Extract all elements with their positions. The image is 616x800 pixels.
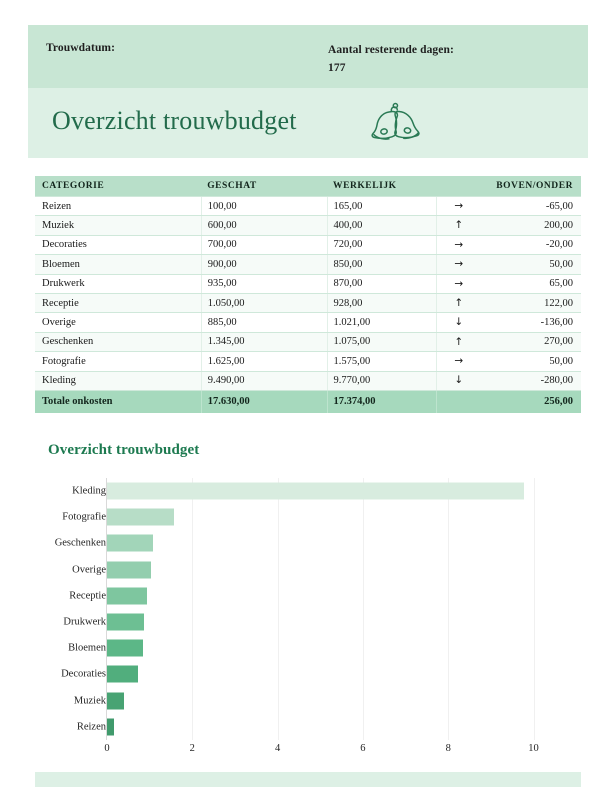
total-label: Totale onkosten [35,390,201,413]
chart-bar-row [0,583,616,609]
cell-actual: 1.075,00 [327,332,436,351]
days-remaining-label: Aantal resterende dagen: [328,44,454,56]
chart-bar-fill [107,640,143,657]
chart-x-tick-label: 2 [189,743,195,754]
title-band [28,88,588,158]
cell-category: Fotografie [35,352,201,371]
chart-bar[interactable] [107,509,174,526]
total-estimated: 17.630,00 [201,390,327,413]
chart-bars [0,478,616,740]
chart-category-label: Muziek [73,695,106,707]
total-trend [436,390,480,413]
trend-arrow-icon: → [436,197,480,216]
cell-actual: 720,00 [327,235,436,254]
chart-category-label: Geschenken [54,537,106,549]
chart-bar[interactable] [107,535,153,552]
cell-category: Geschenken [35,332,201,351]
chart-x-axis [0,741,616,761]
total-row [35,390,581,413]
table-body [35,197,581,391]
column-header-estimated[interactable]: GESCHAT [201,176,327,197]
chart-category-label: Kleding [72,485,106,497]
table-row[interactable] [35,274,581,293]
cell-actual: 165,00 [327,197,436,216]
table-row[interactable] [35,197,581,216]
cell-category: Receptie [35,293,201,312]
table-row[interactable] [35,371,581,390]
column-header-actual[interactable]: WERKELIJK [327,176,436,197]
cell-estimated: 700,00 [201,235,327,254]
cell-category: Decoraties [35,235,201,254]
chart-bar[interactable] [107,718,114,735]
cell-estimated: 1.345,00 [201,332,327,351]
chart-bar-row [0,557,616,583]
cell-estimated: 935,00 [201,274,327,293]
trend-arrow-icon: ↑ [436,216,480,235]
trend-arrow-icon: → [436,235,480,254]
chart-category-label: Fotografie [62,511,106,523]
cell-category: Reizen [35,197,201,216]
cell-actual: 850,00 [327,255,436,274]
cell-category: Bloemen [35,255,201,274]
table-row[interactable] [35,235,581,254]
table-row[interactable] [35,352,581,371]
cell-over-under: 270,00 [481,332,581,351]
trend-arrow-icon: → [436,255,480,274]
cell-over-under: -20,00 [481,235,581,254]
chart-category-label: Bloemen [68,642,106,654]
trend-arrow-icon: → [436,352,480,371]
chart-bar-fill [107,666,138,683]
chart-bar-fill [107,614,144,631]
chart-bar[interactable] [107,614,144,631]
chart-bar-fill [107,483,524,500]
chart-x-tick-label: 0 [104,743,110,754]
days-remaining-field[interactable] [328,42,454,77]
cell-over-under: 200,00 [481,216,581,235]
chart-bar-row [0,714,616,740]
table-row[interactable] [35,293,581,312]
cell-over-under: 122,00 [481,293,581,312]
cell-over-under: 50,00 [481,352,581,371]
total-over-under: 256,00 [481,390,581,413]
chart-bar-fill [107,561,151,578]
cell-category: Overige [35,313,201,332]
cell-over-under: -65,00 [481,197,581,216]
budget-table [35,176,581,413]
chart-bar-fill [107,692,124,709]
chart-x-tick-label: 4 [274,743,281,754]
trend-arrow-icon: → [436,274,480,293]
cell-over-under: 50,00 [481,255,581,274]
chart-x-tick-label: 10 [528,743,539,754]
cell-estimated: 900,00 [201,255,327,274]
cell-estimated: 885,00 [201,313,327,332]
chart-category-label: Decoraties [61,668,106,680]
table-row[interactable] [35,216,581,235]
trend-arrow-icon: ↓ [436,371,480,390]
cell-over-under: -280,00 [481,371,581,390]
cell-category: Muziek [35,216,201,235]
chart-title: Overzicht trouwbudget [48,442,200,458]
cell-over-under: 65,00 [481,274,581,293]
cell-actual: 1.575,00 [327,352,436,371]
column-header-category[interactable]: CATEGORIE [35,176,201,197]
chart-category-label: Reizen [76,721,106,733]
cell-estimated: 1.050,00 [201,293,327,312]
column-header-trend[interactable] [436,176,480,197]
wedding-date-field[interactable] [46,42,115,54]
trend-arrow-icon: ↓ [436,313,480,332]
header-band [28,25,588,88]
table-row[interactable] [35,255,581,274]
chart-bar-row [0,661,616,687]
column-header-over-under[interactable]: BOVEN/ONDER [481,176,581,197]
chart-bar-fill [107,509,174,526]
chart-bar[interactable] [107,483,524,500]
chart-bar[interactable] [107,666,138,683]
chart-x-tick-label: 8 [445,743,451,754]
cell-estimated: 600,00 [201,216,327,235]
chart-bar-fill [107,587,147,604]
chart-category-label: Overige [72,564,106,576]
chart-category-label: Receptie [69,590,106,602]
footer-band [35,772,581,787]
cell-actual: 9.770,00 [327,371,436,390]
chart-bar[interactable] [107,587,147,604]
cell-category: Drukwerk [35,274,201,293]
chart-bar-row [0,530,616,556]
cell-over-under: -136,00 [481,313,581,332]
budget-bar-chart [0,478,616,760]
table-row[interactable] [35,313,581,332]
chart-bar-row [0,609,616,635]
trend-arrow-icon: ↑ [436,332,480,351]
cell-actual: 870,00 [327,274,436,293]
chart-bar[interactable] [107,692,124,709]
wedding-bells-icon [366,100,426,146]
chart-bar-fill [107,718,114,735]
chart-bar-fill [107,535,153,552]
table-header-row [35,176,581,197]
chart-bar-row [0,688,616,714]
cell-actual: 1.021,00 [327,313,436,332]
table-footer [35,390,581,413]
chart-bar[interactable] [107,640,143,657]
cell-estimated: 1.625,00 [201,352,327,371]
trend-arrow-icon: ↑ [436,293,480,312]
wedding-date-label: Trouwdatum: [46,42,116,54]
chart-bar-row [0,478,616,504]
chart-category-label: Drukwerk [63,616,106,628]
cell-category: Kleding [35,371,201,390]
table-row[interactable] [35,332,581,351]
chart-bar[interactable] [107,561,151,578]
chart-x-tick-label: 6 [360,743,366,754]
days-remaining-value: 177 [328,62,346,74]
cell-estimated: 100,00 [201,197,327,216]
table-header [35,176,581,197]
cell-estimated: 9.490,00 [201,371,327,390]
page-title: Overzicht trouwbudget [52,106,297,135]
cell-actual: 400,00 [327,216,436,235]
chart-bar-row [0,635,616,661]
chart-bar-row [0,504,616,530]
cell-actual: 928,00 [327,293,436,312]
total-actual: 17.374,00 [327,390,436,413]
